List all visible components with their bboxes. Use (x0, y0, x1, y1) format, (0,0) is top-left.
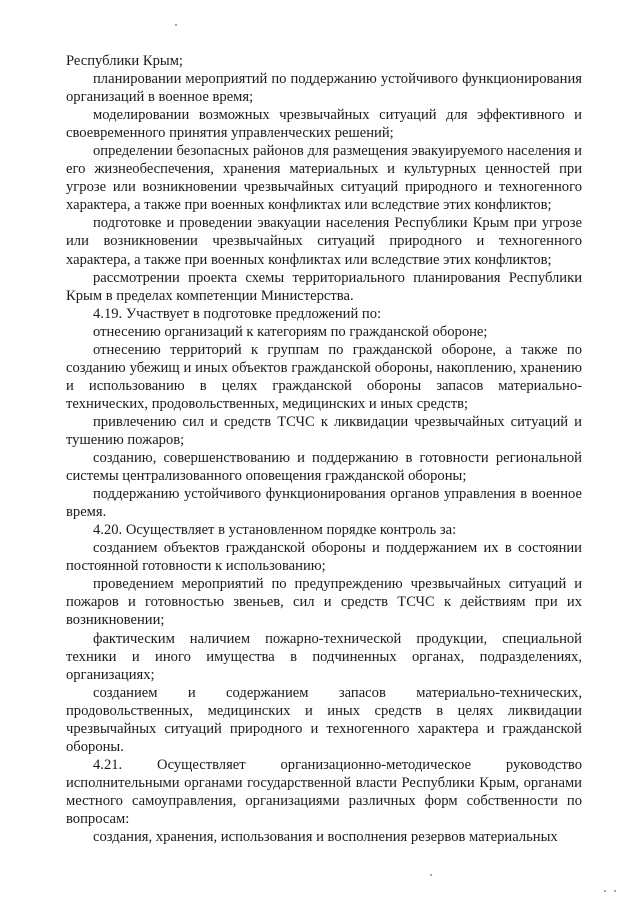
scan-speck (604, 890, 606, 892)
scan-speck (430, 874, 432, 876)
paragraph: фактическим наличием пожарно-технической продукции, специальной техники и иного имущества в подчиненных органах, подразделениях, организациях; (66, 630, 582, 683)
paragraph: рассмотрении проекта схемы территориального планирования Республики Крым в пределах компетенции Министерства. (66, 269, 582, 304)
paragraph: создания, хранения, использования и восполнения резервов материальных (93, 829, 558, 846)
paragraph: отнесению территорий к группам по гражданской обороне, а также по созданию убежищ и иных объектов гражданской обороны, накоплению, хранению и использованию в целях гражданской обороны запасов материально-технических, продовольственных, медицинских и иных средств; (66, 341, 582, 412)
paragraph: поддержанию устойчивого функционирования органов управления в военное время. (66, 486, 582, 521)
paragraph: привлечению сил и средств ТСЧС к ликвидации чрезвычайных ситуаций и тушению пожаров; (66, 413, 582, 448)
paragraph: моделировании возможных чрезвычайных ситуаций для эффективного и своевременного принятия управленческих решений; (66, 107, 582, 142)
paragraph: созданию, совершенствованию и поддержанию в готовности региональной системы централизованного оповещения гражданской обороны; (66, 450, 582, 485)
paragraph: созданием и содержанием запасов материально-технических, продовольственных, медицинских и иных средств в целях ликвидации чрезвычайных ситуаций природного и техногенного характера и гражданской обороны. (66, 684, 582, 755)
section-heading-4-19: 4.19. Участвует в подготовке предложений по: (93, 305, 382, 322)
document-page (66, 52, 582, 846)
section-heading-4-20: 4.20. Осуществляет в установленном порядке контроль за: (93, 522, 457, 539)
paragraph: планировании мероприятий по поддержанию устойчивого функционирования организаций в военное время; (66, 71, 582, 106)
paragraph: отнесению организаций к категориям по гражданской обороне; (93, 323, 488, 340)
scan-speck (614, 890, 616, 892)
paragraph: определении безопасных районов для размещения эвакуируемого населения и его жизнеобеспечения, хранения материальных и культурных ценностей при угрозе или возникновении чрезвычайных ситуаций природного и техногенного характера, а также при военных конфликтах или вследствие этих конфликтов; (66, 143, 582, 214)
paragraph: проведением мероприятий по предупреждению чрезвычайных ситуаций и пожаров и готовностью звеньев, сил и средств ТСЧС к действиям при их возникновении; (66, 576, 582, 629)
paragraph: подготовке и проведении эвакуации населения Республики Крым при угрозе или возникновении чрезвычайных ситуаций природного и техногенного характера, а также при военных конфликтах или вследствие этих конфликтов; (66, 215, 582, 268)
paragraph: Республики Крым; (66, 53, 183, 69)
paragraph: созданием объектов гражданской обороны и поддержанием их в состоянии постоянной готовности к использованию; (66, 540, 582, 575)
section-heading-4-21: 4.21. Осуществляет организационно-методическое руководство исполнительными органами государственной власти Республики Крым, органами местного самоуправления, организациями различных форм собственности по вопросам: (66, 756, 582, 827)
scan-speck (175, 24, 177, 26)
